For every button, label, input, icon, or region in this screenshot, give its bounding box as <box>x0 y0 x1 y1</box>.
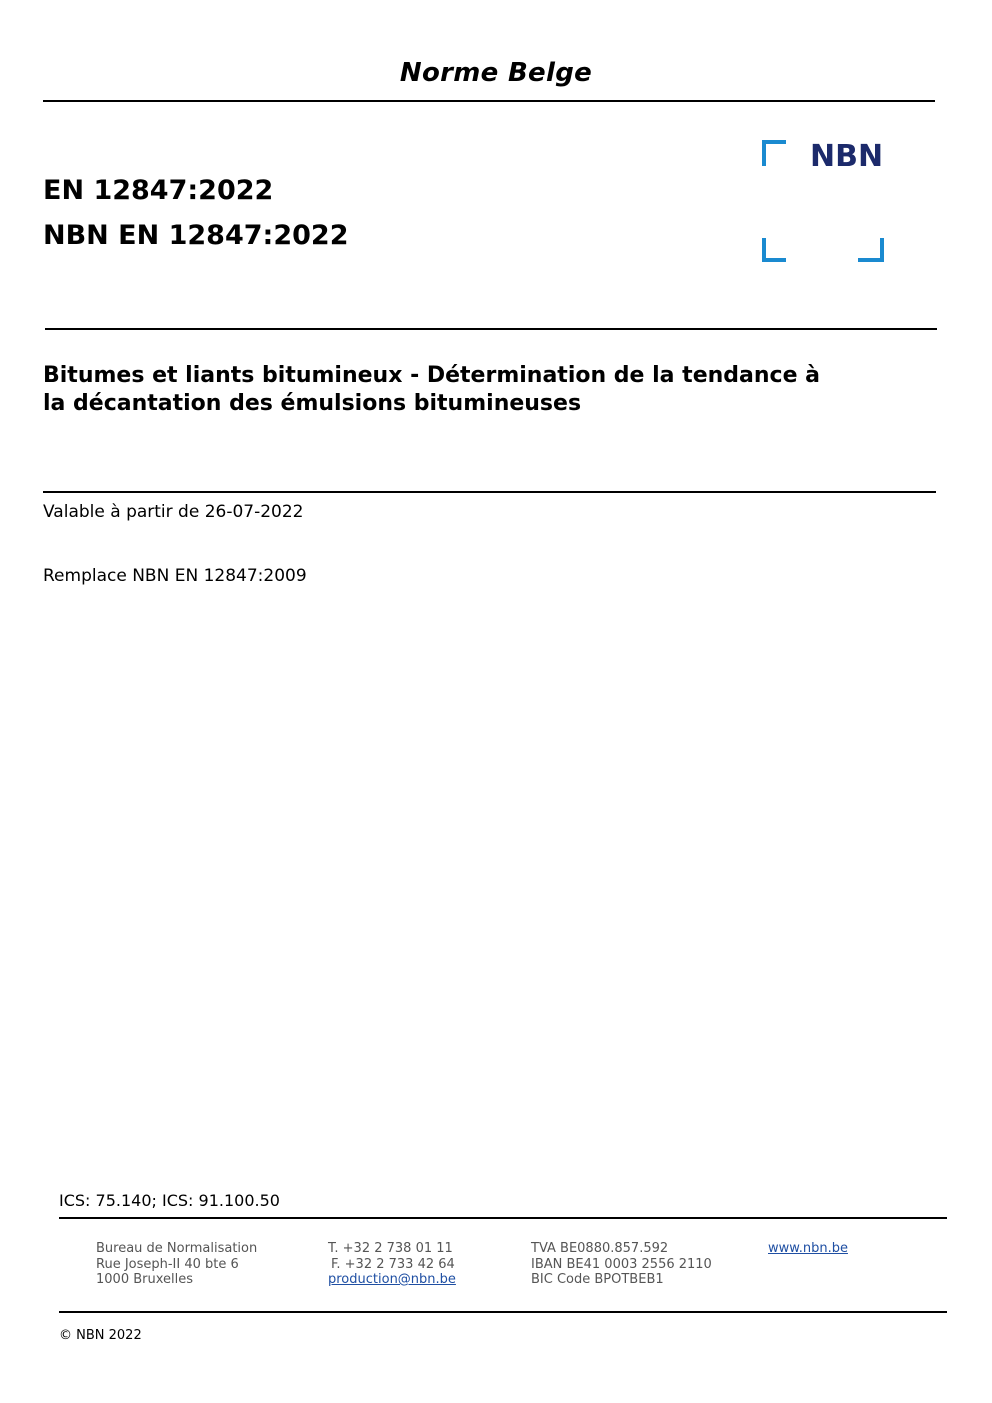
bic-code: BIC Code BPOTBEB1 <box>531 1272 664 1287</box>
standard-code-nbn: NBN EN 12847:2022 <box>43 220 349 251</box>
footer-banking <box>531 1241 712 1288</box>
logo-corner-bottom-left <box>764 238 786 260</box>
logo-corner-bottom-right <box>858 238 882 260</box>
standard-code-en: EN 12847:2022 <box>43 175 274 206</box>
footer-bottom-divider <box>59 1311 947 1313</box>
document-title <box>43 362 903 418</box>
address-line-1: Bureau de Normalisation <box>96 1241 258 1256</box>
fax-number: F. +32 2 733 42 64 <box>331 1256 455 1272</box>
logo-text: NBN <box>810 139 884 174</box>
logo-corner-top-left <box>764 142 786 166</box>
header-divider <box>43 100 935 102</box>
website-link[interactable]: www.nbn.be <box>768 1241 848 1256</box>
footer-web <box>768 1241 848 1257</box>
footer-top-divider <box>59 1217 947 1219</box>
title-top-divider <box>45 328 937 330</box>
title-line-2: la décantation des émulsions bitumineuses <box>43 391 582 416</box>
title-line-1: Bitumes et liants bitumineux - Détermination de la tendance à <box>43 363 820 388</box>
validity-date: Valable à partir de 26-07-2022 <box>43 502 304 522</box>
footer-address <box>96 1241 257 1288</box>
header-title: Norme Belge <box>399 58 593 88</box>
replaces-standard: Remplace NBN EN 12847:2009 <box>43 566 307 586</box>
nbn-logo <box>762 140 886 264</box>
email-link[interactable]: production@nbn.be <box>328 1272 456 1287</box>
iban-number: IBAN BE41 0003 2556 2110 <box>531 1256 712 1272</box>
tva-number: TVA BE0880.857.592 <box>531 1241 669 1256</box>
title-bottom-divider <box>43 491 936 493</box>
ics-codes: ICS: 75.140; ICS: 91.100.50 <box>59 1191 280 1210</box>
address-line-3: 1000 Bruxelles <box>96 1272 194 1287</box>
footer-contact <box>328 1241 456 1288</box>
address-line-2: Rue Joseph-II 40 bte 6 <box>96 1256 239 1272</box>
copyright: © NBN 2022 <box>59 1328 142 1343</box>
phone-number: T. +32 2 738 01 11 <box>328 1241 453 1256</box>
